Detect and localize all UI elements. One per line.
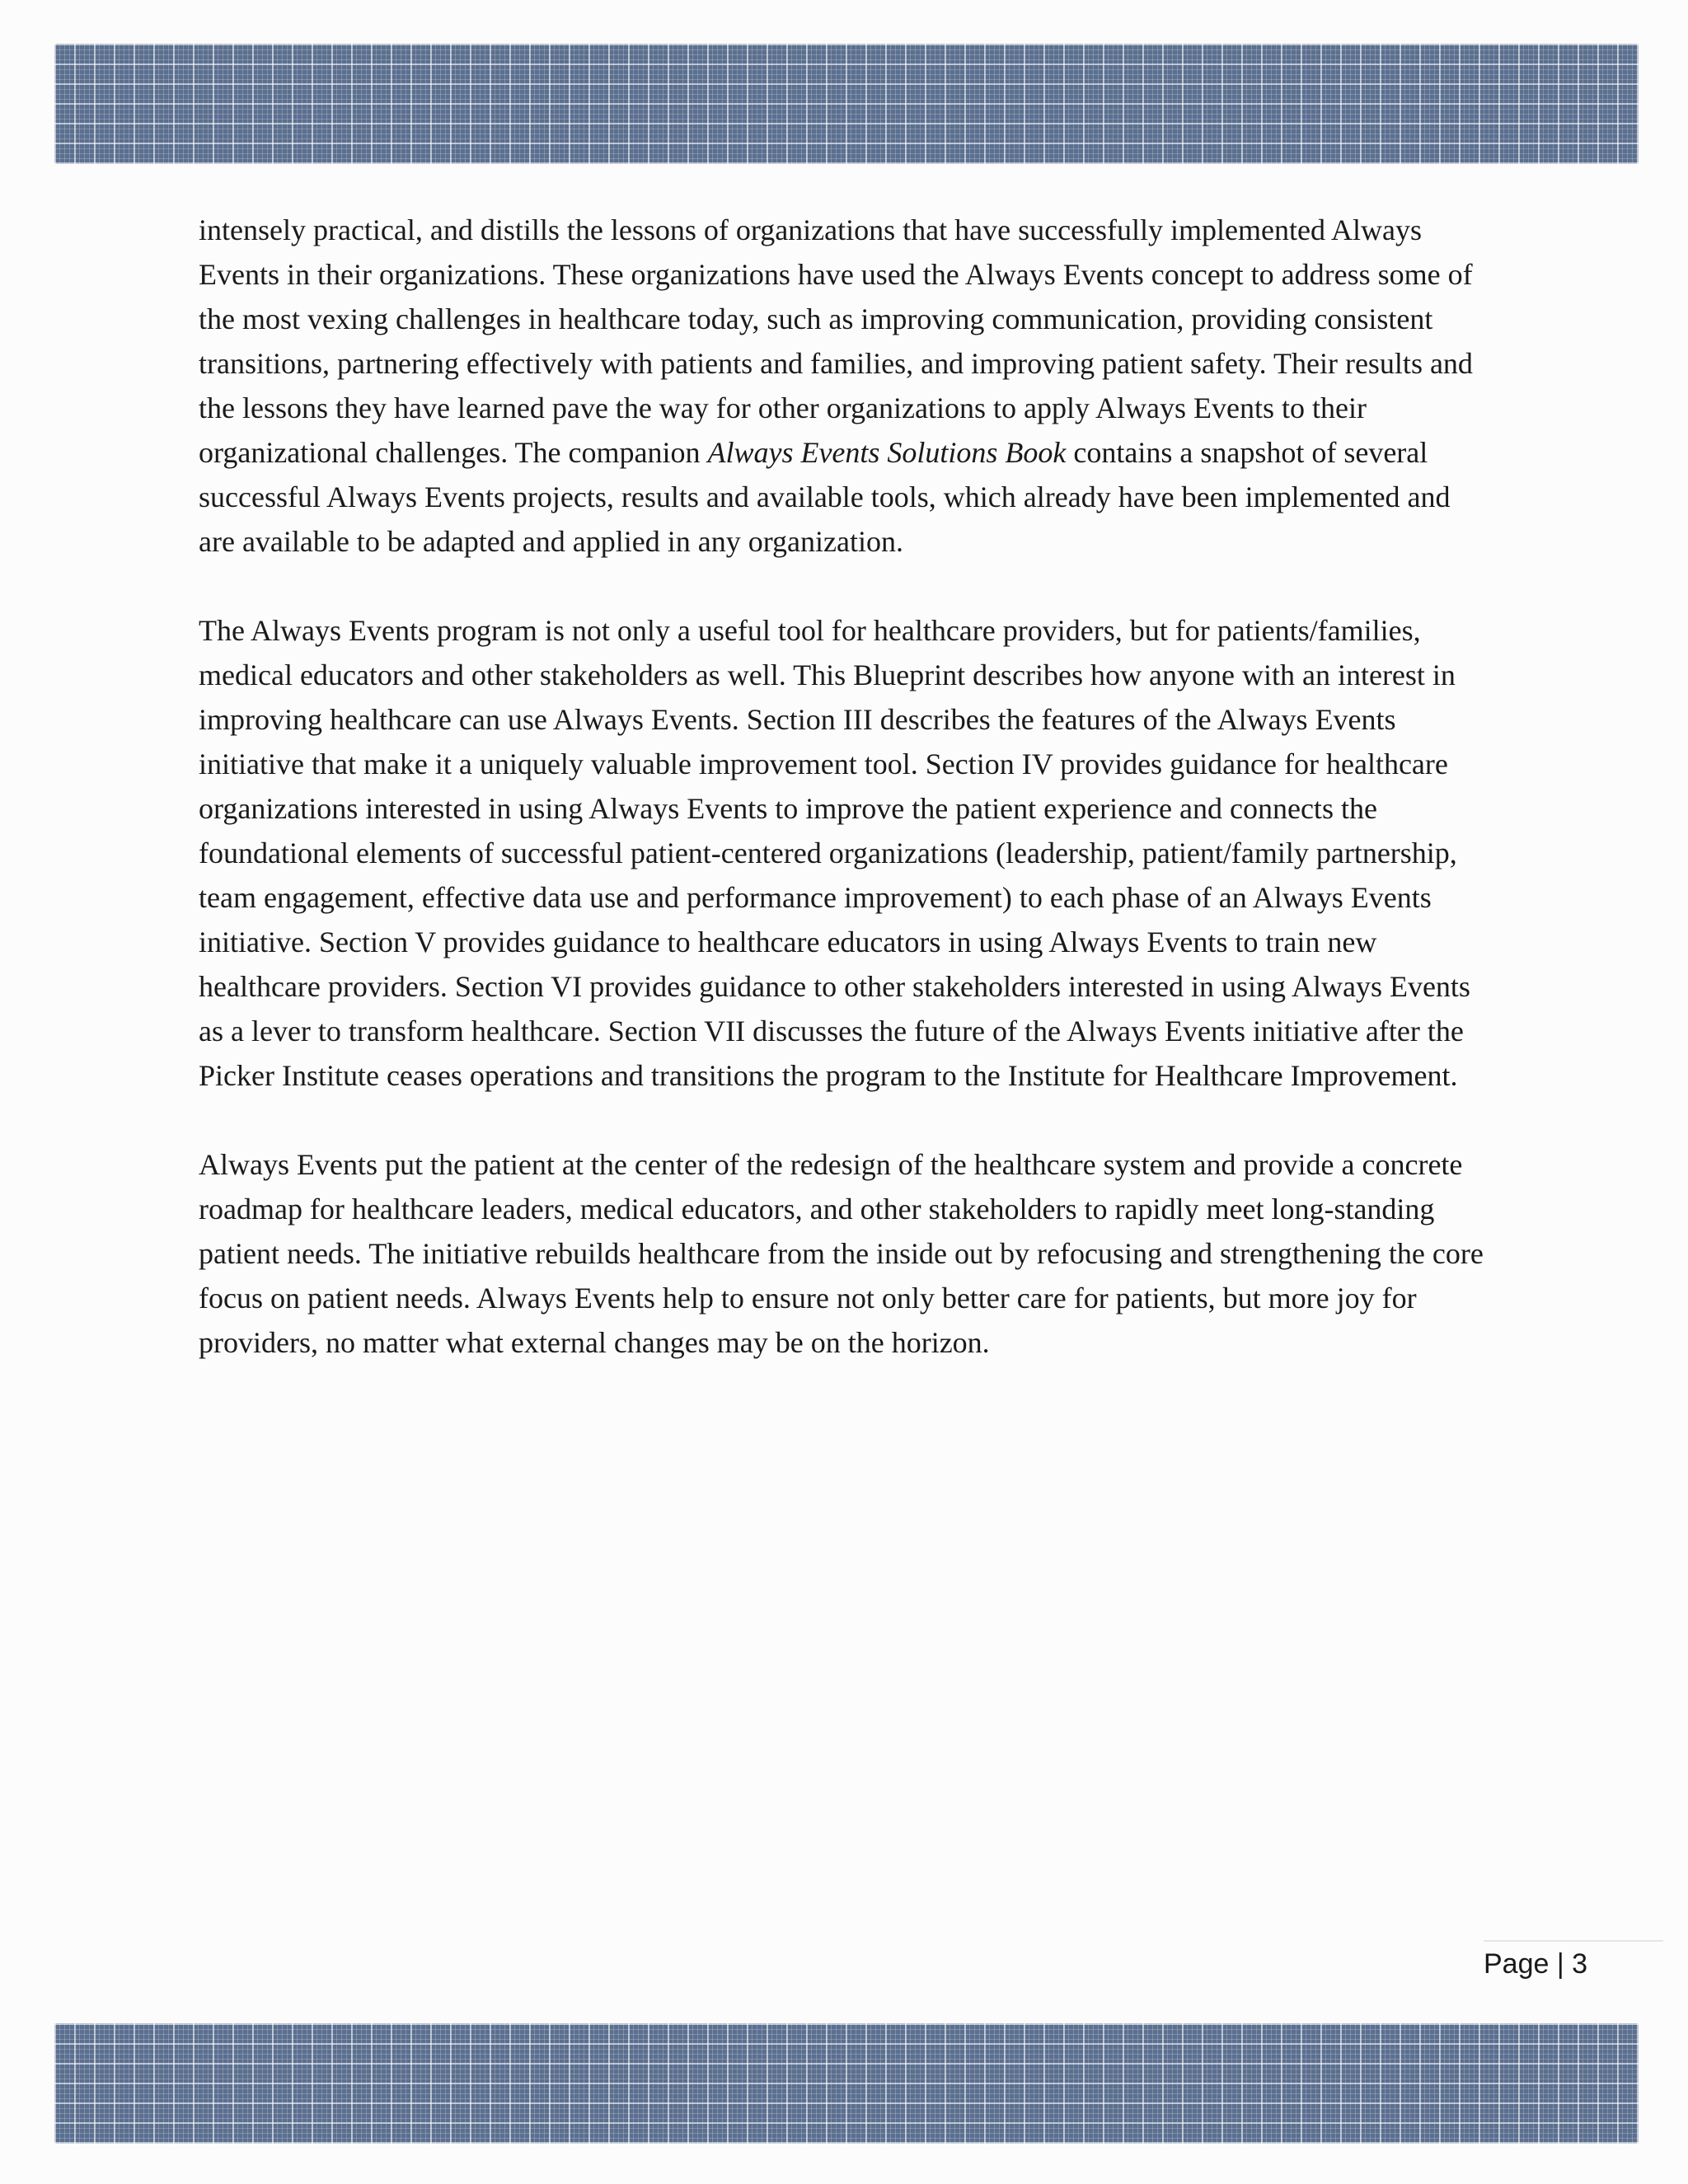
paragraph-3: Always Events put the patient at the center of the redesign of the healthcare system and provide a concrete roadmap for healthcare leaders, medical educators, and other stakeholders to rapidly meet long-standing patient needs. The initiative rebuilds healthcare from the inside out by refocusing and strengthening the core focus on patient needs. Always Events help to ensure not only better care for patients, but more joy for providers, no matter what external changes may be on the horizon. — [199, 1148, 1484, 1359]
paragraph-1-text-end: contains a snapshot of several successful Always Events projects, results and available tools, which already have been implemented and are available to be adapted and applied in any organization. — [199, 436, 1451, 558]
page-number: Page | 3 — [1484, 1948, 1588, 1980]
paragraph-1-text: intensely practical, and distills the lessons of organizations that have successfully implemented Always Events in their organizations. These organizations have used the Always Events concept to address some of the most vexing challenges in healthcare today, such as improving communication, providing consistent transitions, partnering effectively with patients and families, and improving patient safety. Their results and the lessons they have learned pave the way for other organizations to apply Always Events to their organizational challenges. The companion — [199, 213, 1473, 469]
paragraph-2: The Always Events program is not only a useful tool for healthcare providers, but for patients/families, medical educators and other stakeholders as well. This Blueprint describes how anyone with an interest in improving healthcare can use Always Events. Section III describes the features of the Always Events initiative that make it a uniquely valuable improvement tool. Section IV provides guidance for healthcare organizations interested in using Always Events to improve the patient experience and connects the foundational elements of successful patient-centered organizations (leadership, patient/family partnership, team engagement, effective data use and performance improvement) to each phase of an Always Events initiative. Section V provides guidance to healthcare educators in using Always Events to train new healthcare providers. Section VI provides guidance to other stakeholders interested in using Always Events as a lever to transform healthcare. Section VII discusses the future of the Always Events initiative after the Picker Institute ceases operations and transitions the program to the Institute for Healthcare Improvement. — [199, 614, 1470, 1092]
paragraph-1 — [199, 208, 1493, 564]
footer-decorative-band — [54, 2023, 1639, 2144]
header-decorative-band — [54, 44, 1639, 164]
document-body — [199, 208, 1493, 1365]
book-title: Always Events Solutions Book — [707, 436, 1067, 469]
footer-divider — [1484, 1940, 1663, 1942]
